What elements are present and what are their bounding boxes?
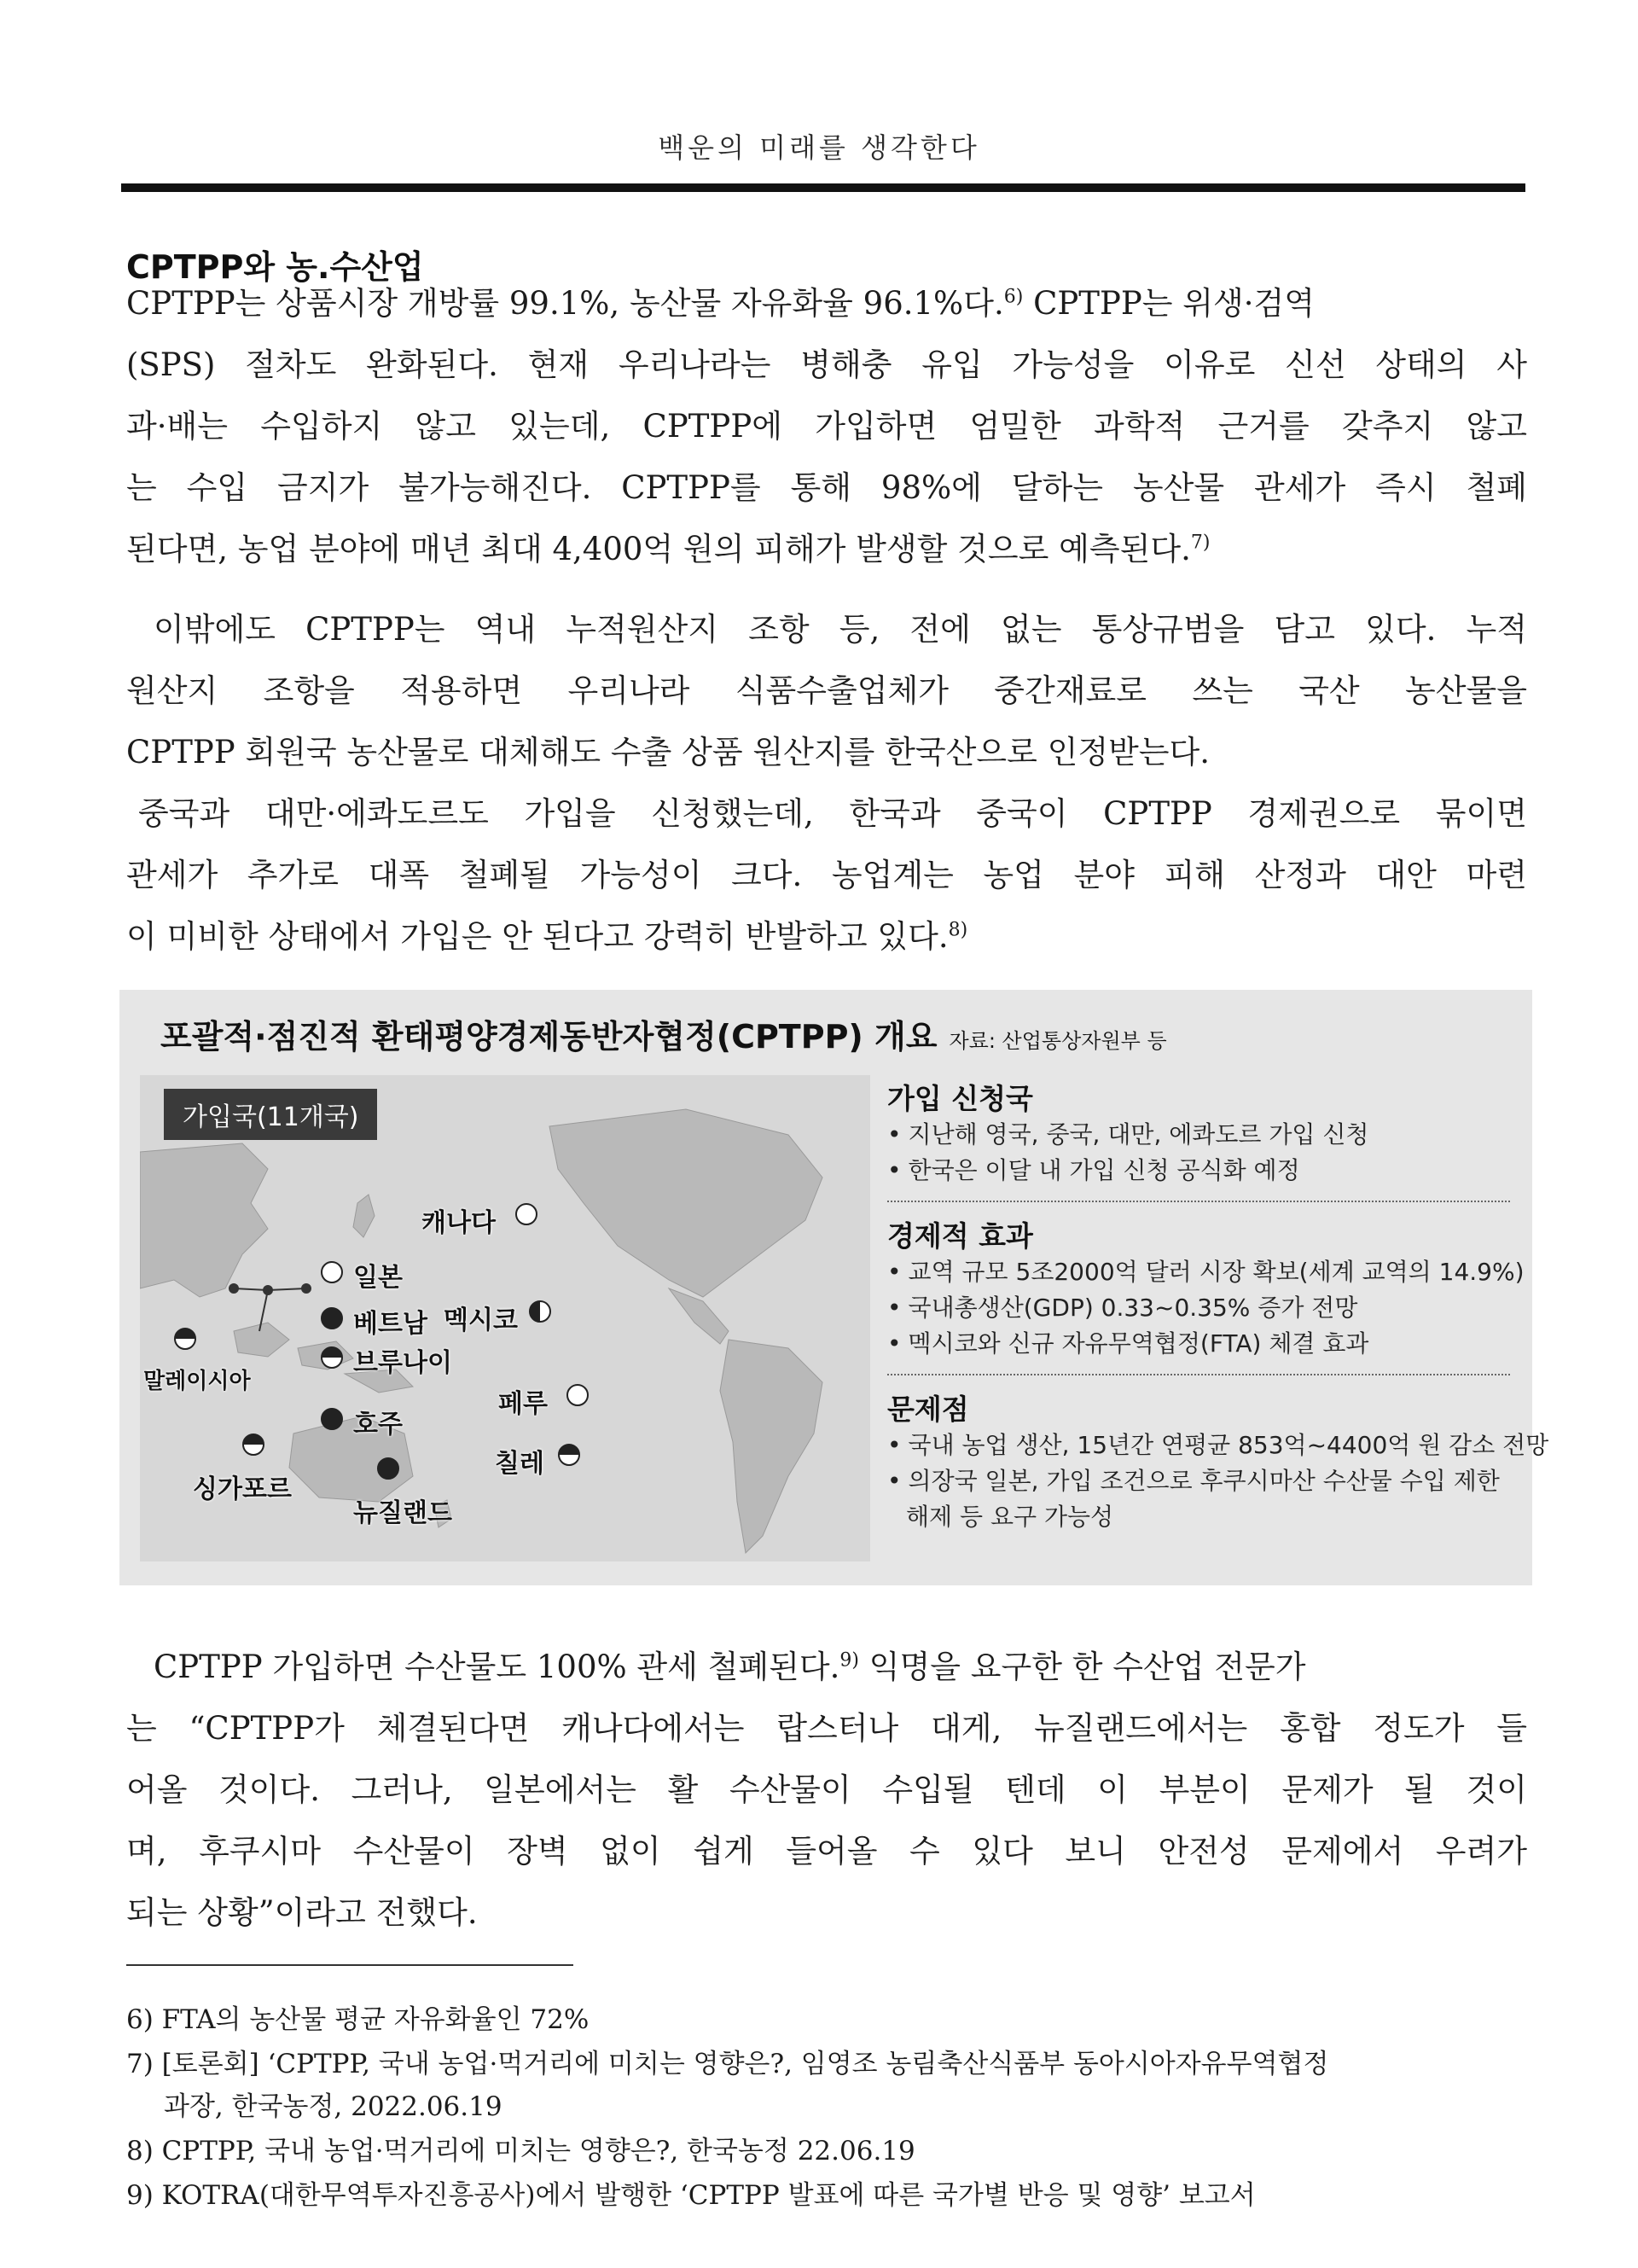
australia-flag-icon: [321, 1408, 343, 1430]
newzealand-flag-icon: [377, 1457, 399, 1480]
label-peru: 페루: [498, 1389, 548, 1419]
info-divider: [887, 1374, 1510, 1375]
paragraph-4-line-4: 며, 후쿠시마 수산물이 장벽 없이 쉽게 들어올 수 있다 보니 안전성 문제에서 우려가: [126, 1833, 1527, 1870]
peru-flag-icon: [566, 1384, 589, 1406]
info-divider: [887, 1201, 1510, 1202]
label-mexico: 멕시코: [444, 1306, 518, 1335]
paragraph-1-line-2: (SPS) 절차도 완화된다. 현재 우리나라는 병해충 유입 가능성을 이유로 신선 상태의 사: [126, 346, 1527, 383]
paragraph-1-line-1: CPTPP는 상품시장 개방률 99.1%, 농산물 자유화율 96.1%다.$^{6)}$ CPTPP는 위생·검역: [126, 285, 1315, 322]
label-malaysia: 말레이시아: [143, 1369, 251, 1394]
issues-heading: 문제점: [887, 1393, 969, 1426]
footnote-rule: [126, 1964, 573, 1966]
issues-item: • 국내 농업 생산, 15년간 연평균 853억~4400억 원 감소 전망: [887, 1431, 1549, 1459]
label-australia: 호주: [353, 1410, 403, 1439]
footnote-6: 6) FTA의 농산물 평균 자유화율인 72%: [126, 2004, 590, 2035]
footnote-9: 9) KOTRA(대한무역투자진흥공사)에서 발행한 ‘CPTPP 발표에 따른 국가별 반응 및 영향’ 보고서: [126, 2180, 1256, 2211]
chile-flag-icon: [558, 1444, 580, 1466]
footnote-8: 8) CPTPP, 국내 농업·먹거리에 미치는 영향은?, 한국농정 22.06.19: [126, 2136, 915, 2166]
asia-landmass: [140, 1143, 268, 1297]
footnote-ref-8[interactable]: 8): [948, 919, 968, 941]
paragraph-4-line-3: 어올 것이다. 그러나, 일본에서는 활 수산물이 수입될 텐데 이 부분이 문제가 될 것이: [126, 1771, 1527, 1808]
malaysia-flag-icon: [174, 1328, 196, 1350]
label-japan: 일본: [353, 1263, 403, 1293]
footnote-ref-9[interactable]: 9): [839, 1649, 860, 1672]
paragraph-3-line-2: 관세가 추가로 대폭 철폐될 가능성이 크다. 농업계는 농업 분야 피해 산정과 대안 마련: [126, 857, 1527, 893]
effects-item: • 멕시코와 신규 자유무역협정(FTA) 체결 효과: [887, 1329, 1369, 1358]
issues-item: • 의장국 일본, 가입 조건으로 후쿠시마산 수산물 수입 제한: [887, 1467, 1500, 1495]
paragraph-4-line-2: 는 “CPTPP가 체결된다면 캐나다에서는 랍스터나 대게, 뉴질랜드에서는 홍합 정도가 들: [126, 1710, 1527, 1747]
label-chile: 칠레: [495, 1449, 544, 1479]
footnote-7: 7) [토론회] ‘CPTPP, 국내 농업·먹거리에 미치는 영향은?, 임영조 농림축산식품부 동아시아자유무역협정: [126, 2049, 1329, 2079]
label-brunei: 브루나이: [353, 1348, 452, 1378]
label-newzealand: 뉴질랜드: [353, 1498, 452, 1528]
paragraph-2-line-3: CPTPP 회원국 농산물로 대체해도 수출 상품 원산지를 한국산으로 인정받는다.: [126, 734, 1211, 771]
member-countries-tag: 가입국(11개국): [164, 1089, 377, 1140]
label-singapore: 싱가포르: [193, 1474, 292, 1504]
south-america-landmass: [720, 1340, 822, 1553]
canada-flag-icon: [515, 1203, 537, 1225]
effects-heading: 경제적 효과: [887, 1219, 1033, 1253]
issues-item-continuation: 해제 등 요구 가능성: [906, 1503, 1114, 1531]
paragraph-1-line-5: 된다면, 농업 분야에 매년 최대 4,400억 원의 피해가 발생할 것으로 예측된다.$^{7)}$: [126, 531, 1211, 567]
cptpp-overview-figure: [119, 990, 1549, 1585]
japan-flag-icon: [321, 1261, 343, 1283]
header-rule: [121, 183, 1525, 192]
vietnam-flag-icon: [321, 1307, 343, 1329]
applicants-heading: 가입 신청국: [887, 1082, 1033, 1115]
singapore-flag-icon: [242, 1433, 264, 1456]
label-canada: 캐나다: [421, 1208, 496, 1238]
world-map: [140, 1075, 870, 1561]
footnote-ref-6[interactable]: 6): [1003, 286, 1024, 308]
effects-item: • 교역 규모 5조2000억 달러 시장 확보(세계 교역의 14.9%): [887, 1258, 1525, 1286]
info-panel: [887, 1065, 1549, 1535]
north-america-landmass: [549, 1109, 822, 1297]
brunei-flag-icon: [321, 1346, 343, 1369]
section-title: CPTPP와 농.수산업: [126, 248, 424, 286]
paragraph-2-line-2: 원산지 조항을 적용하면 우리나라 식품수출업체가 중간재료로 쓰는 국산 농산물을: [126, 672, 1527, 709]
paragraph-1-line-4: 는 수입 금지가 불가능해진다. CPTPP를 통해 98%에 달하는 농산물 관세가 즉시 철폐: [126, 469, 1527, 506]
paragraph-3-line-1: 중국과 대만·에콰도르도 가입을 신청했는데, 한국과 중국이 CPTPP 경제권으로 묶이면: [138, 795, 1527, 832]
figure-source: 자료: 산업통상자원부 등: [949, 1029, 1167, 1053]
effects-item: • 국내총생산(GDP) 0.33~0.35% 증가 전망: [887, 1294, 1358, 1322]
running-header: 백운의 미래를 생각한다: [658, 131, 980, 164]
paragraph-4-line-1: CPTPP 가입하면 수산물도 100% 관세 철폐된다.$^{9)}$ 익명을 요구한 한 수산업 전문가: [154, 1649, 1306, 1685]
paragraph-1-line-3: 과·배는 수입하지 않고 있는데, CPTPP에 가입하면 엄밀한 과학적 근거를 갖추지 않고: [126, 408, 1527, 445]
footnote-7-continuation: 과장, 한국농정, 2022.06.19: [164, 2091, 502, 2122]
paragraph-3-line-3: 이 미비한 상태에서 가입은 안 된다고 강력히 반발하고 있다.$^{8)}$: [126, 918, 968, 955]
japan-landmass: [353, 1195, 375, 1237]
mexico-flag-icon: [529, 1300, 551, 1323]
label-vietnam: 베트남: [353, 1309, 427, 1339]
figure-title: 포괄적·점진적 환태평양경제동반자협정(CPTPP) 개요 자료: 산업통상자원부 등: [160, 1018, 1167, 1055]
applicants-item: • 한국은 이달 내 가입 신청 공식화 예정: [887, 1156, 1300, 1184]
paragraph-4-line-5: 되는 상황”이라고 전했다.: [126, 1894, 478, 1931]
footnote-ref-7[interactable]: 7): [1190, 532, 1211, 554]
applicants-item: • 지난해 영국, 중국, 대만, 에콰도르 가입 신청: [887, 1120, 1369, 1149]
paragraph-2-line-1: 이밖에도 CPTPP는 역내 누적원산지 조항 등, 전에 없는 통상규범을 담고 있다. 누적: [154, 611, 1527, 648]
